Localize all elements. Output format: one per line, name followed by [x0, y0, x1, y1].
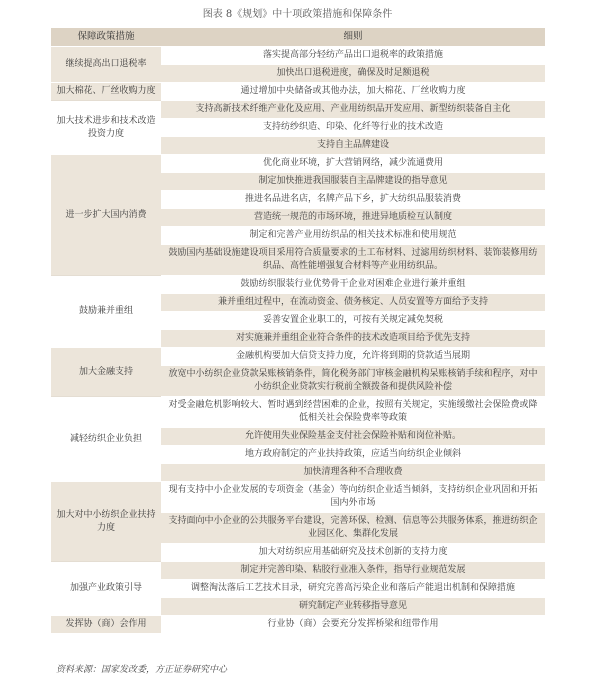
category-cell: 进一步扩大国内消费 — [51, 155, 161, 276]
header-row — [51, 28, 545, 47]
table-row — [51, 482, 545, 513]
category-cell: 加大对中小纺织企业扶持力度 — [51, 482, 161, 562]
detail-cell: 对受金融危机影响较大、暂时遇到经营困难的企业，按照有关规定，实施缓缴社会保险费或降低相关社会保险费率等政策 — [161, 397, 545, 428]
detail-cell: 推进名品进名店，名牌产品下乡，扩大纺织品服装消费 — [161, 191, 545, 209]
detail-cell: 研究制定产业转移指导意见 — [161, 598, 545, 616]
table-row — [51, 101, 545, 119]
detail-cell: 行业协（商）会要充分发挥桥梁和纽带作用 — [161, 616, 545, 634]
table-row — [51, 155, 545, 173]
detail-cell: 允许使用失业保险基金支付社会保险补贴和岗位补贴。 — [161, 428, 545, 446]
category-cell: 加大金融支持 — [51, 348, 161, 397]
header-measures: 保障政策措施 — [51, 28, 161, 47]
detail-cell: 加快清理各种不合理收费 — [161, 464, 545, 482]
detail-cell: 调整淘汰落后工艺技术目录，研究完善高污染企业和落后产能退出机制和保障措施 — [161, 580, 545, 598]
detail-cell: 支持面向中小企业的公共服务平台建设，完善环保、检测、信息等公共服务体系，推进纺织企业园区化、集群化发展 — [161, 513, 545, 544]
table-body — [51, 47, 545, 634]
detail-cell: 现有支持中小企业发展的专项资金（基金）等向纺织企业适当倾斜，支持纺织企业巩固和开拓国内外市场 — [161, 482, 545, 513]
table-row — [51, 47, 545, 65]
table-row — [51, 276, 545, 294]
detail-cell: 加大对纺织应用基础研究及技术创新的支持力度 — [161, 544, 545, 562]
category-cell: 鼓励兼并重组 — [51, 276, 161, 348]
detail-cell: 兼并重组过程中，在流动资金、债务核定、人员安置等方面给予支持 — [161, 294, 545, 312]
detail-cell: 支持自主品牌建设 — [161, 137, 545, 155]
category-cell: 发挥协（商）会作用 — [51, 616, 161, 634]
category-cell: 减轻纺织企业负担 — [51, 397, 161, 482]
header-details: 细则 — [161, 28, 545, 47]
table-row — [51, 562, 545, 580]
detail-cell: 营造统一规范的市场环境，推进异地质检互认制度 — [161, 209, 545, 227]
category-cell: 加大棉花、厂丝收购力度 — [51, 83, 161, 101]
figure-title: 图表 8《规划》中十项政策措施和保障条件 — [202, 9, 393, 20]
detail-cell: 鼓励纺织服装行业优势骨干企业对困难企业进行兼并重组 — [161, 276, 545, 294]
category-cell: 加强产业政策引导 — [51, 562, 161, 616]
detail-cell: 制定和完善产业用纺织品的相关技术标准和使用规范 — [161, 227, 545, 245]
detail-cell: 鼓励国内基础设施建设项目采用符合质量要求的土工布材料、过滤用纺织材料、装饰装修用纺织品、高性能增强复合材料等产业用纺织品。 — [161, 245, 545, 276]
detail-cell: 支持高新技术纤维产业化及应用、产业用纺织品开发应用、新型纺织装备自主化 — [161, 101, 545, 119]
category-cell: 加大技术进步和技术改造投资力度 — [51, 101, 161, 155]
source-note: 资料来源：国家发改委，方正证券研究中心 — [56, 665, 228, 675]
detail-cell: 落实提高部分轻纺产品出口退税率的政策措施 — [161, 47, 545, 65]
detail-cell: 放宽中小纺织企业贷款呆账核销条件，简化税务部门审核金融机构呆账核销手续和程序，对中小纺织企业贷款实行税前全额拨备和提供风险补偿 — [161, 366, 545, 397]
table-row — [51, 616, 545, 634]
detail-cell: 妥善安置企业职工的，可按有关规定减免契税 — [161, 312, 545, 330]
detail-cell: 对实施兼并重组企业符合条件的技术改造项目给予优先支持 — [161, 330, 545, 348]
detail-cell: 金融机构要加大信贷支持力度，允许将到期的贷款适当展期 — [161, 348, 545, 366]
detail-cell: 优化商业环境，扩大营销网络，减少流通费用 — [161, 155, 545, 173]
detail-cell: 加快出口退税进度，确保及时足额退税 — [161, 65, 545, 83]
category-cell: 继续提高出口退税率 — [51, 47, 161, 83]
table-row — [51, 397, 545, 428]
policy-table — [51, 28, 545, 633]
detail-cell: 通过增加中央储备或其他办法，加大棉花、厂丝收购力度 — [161, 83, 545, 101]
detail-cell: 制定并完善印染、粘胶行业准入条件，指导行业规范发展 — [161, 562, 545, 580]
table-row — [51, 83, 545, 101]
detail-cell: 地方政府制定的产业扶持政策，应适当向纺织企业倾斜 — [161, 446, 545, 464]
detail-cell: 支持纺纱织造、印染、化纤等行业的技术改造 — [161, 119, 545, 137]
table-row — [51, 348, 545, 366]
detail-cell: 制定加快推进我国服装自主品牌建设的指导意见 — [161, 173, 545, 191]
